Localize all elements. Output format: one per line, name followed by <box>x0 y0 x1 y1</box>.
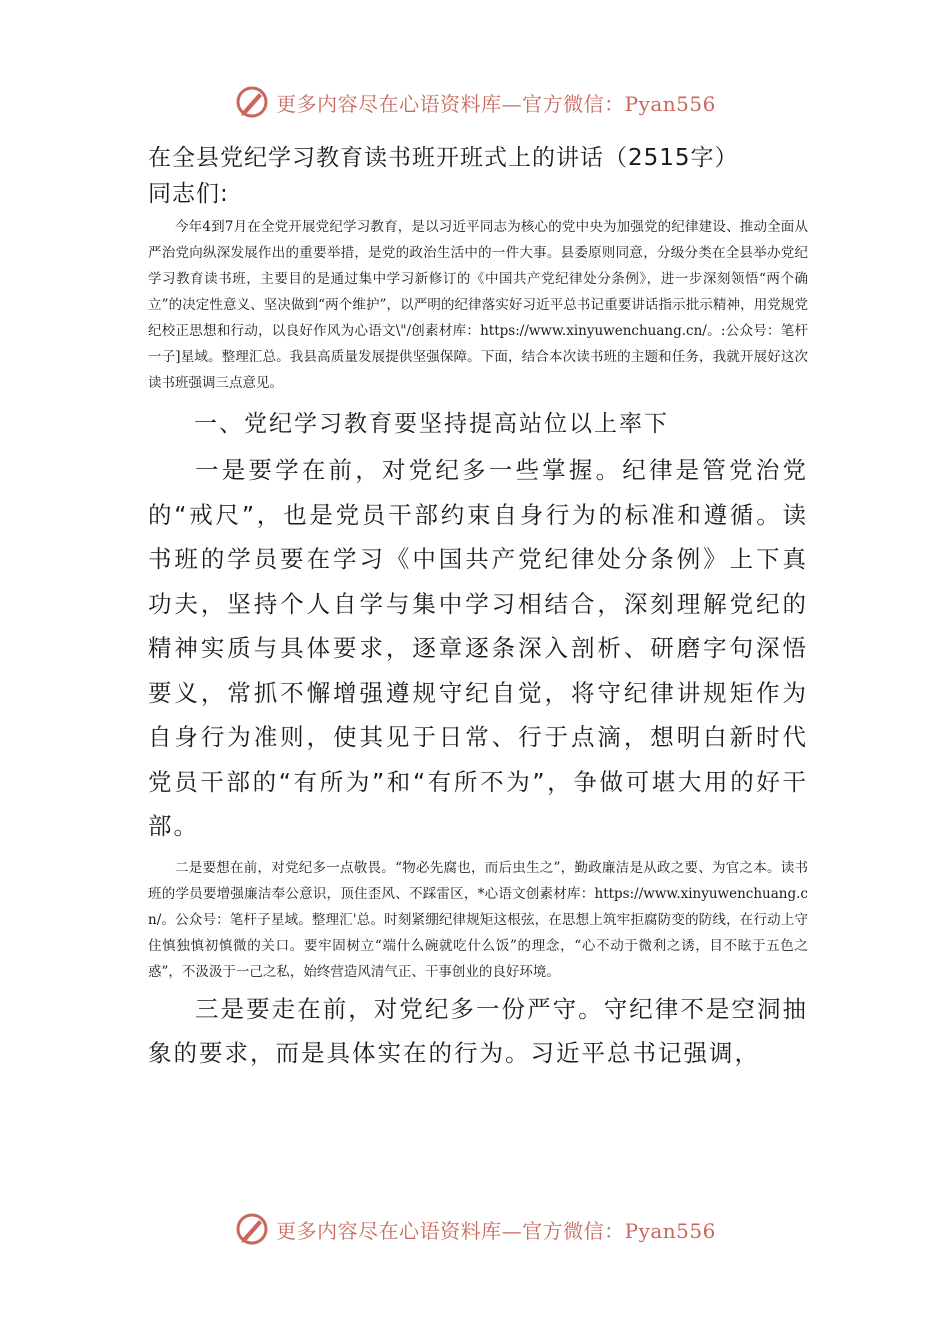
intro-paragraph: 今年4到7月在全党开展党纪学习教育，是以习近平同志为核心的党中央为加强党的纪律建设、推动全面从严治党向纵深发展作出的重要举措，是党的政治生活中的一件大事。县委原则同意，分级分类在全县举办党纪学习教育读书班，主要目的是通过集中学习新修订的《中国共产党纪律处分条例》，进一步深刻领悟“两个确立”的决定性意义、坚决做到“两个维护”，以严明的纪律落实好习近平总书记重要讲话指示批示精神，用党规党纪校正思想和行动，以良好作风为心语文\"/创素材库：https://www.xinyuwenchuang.cn/。:公众号：笔杆一子]星域。整理汇总。我县高质量发展提供坚强保障。下面，结合本次读书班的主题和任务，我就开展好这次读书班强调三点意见。 <box>148 219 808 391</box>
salutation: 同志们: <box>148 181 229 207</box>
section-heading-1: 一、党纪学习教育要坚持提高站位以上率下 <box>194 411 669 437</box>
document-title: 在全县党纪学习教育读书班开班式上的讲话（2515字） <box>148 145 739 171</box>
paragraph-1: 一是要学在前，对党纪多一些掌握。纪律是管党治党的“戒尺”，也是党员干部约束自身行为的标准和遵循。读书班的学员要在学习《中国共产党纪律处分条例》上下真功夫，坚持个人自学与集中学习相结合，深刻理解党纪的精神实质与具体要求，逐章逐条深入剖析、研磨字句深悟要义，常抓不懈增强遵规守纪自觉，将守纪律讲规矩作为自身行为准则，使其见于日常、行于点滴，想明白新时代党员干部的“有所为”和“有所不为”，争做可堪大用的好干部。 <box>148 456 808 840</box>
banner-text: 更多内容尽在心语资料库—官方微信：Pyan556 <box>276 91 716 116</box>
pen-circle-logo-icon <box>234 84 270 120</box>
banner-text: 更多内容尽在心语资料库—官方微信：Pyan556 <box>276 1218 716 1243</box>
header-banner <box>0 82 950 122</box>
paragraph-3: 三是要走在前，对党纪多一份严守。守纪律不是空洞抽象的要求，而是具体实在的行为。习近平总书记强调， <box>148 994 808 1067</box>
footer-banner <box>0 1209 950 1249</box>
paragraph-2: 二是要想在前，对党纪多一点敬畏。“物必先腐也，而后虫生之”，勤政廉洁是从政之要、为官之本。读书班的学员要增强廉洁奉公意识，顶住歪风、不踩雷区，*心语文创素材库：https://www.xinyuwenchuang.cn/。公众号：笔杆子星域。整理汇'总。时刻紧绷纪律规矩这根弦，在思想上筑牢拒腐防变的防线，在行动上守住慎独慎初慎微的关口。要牢固树立“端什么碗就吃什么饭”的理念，“心不动于微利之诱，目不眩于五色之惑”，不汲汲于一己之私，始终营造风清气正、干事创业的良好环境。 <box>148 859 808 980</box>
document-body <box>148 140 808 1082</box>
pen-circle-logo-icon <box>234 1211 270 1247</box>
